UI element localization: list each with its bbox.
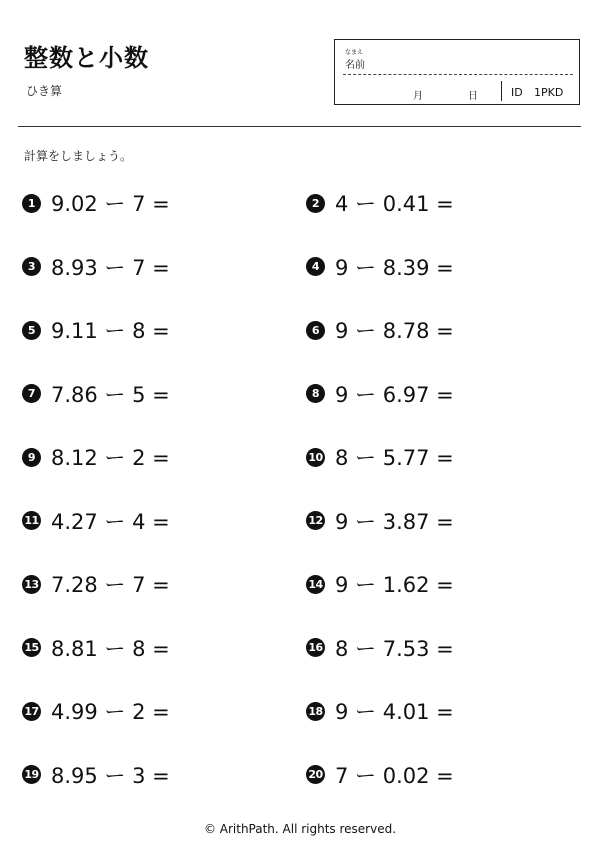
problem-expression: 9 ー 1.62 = (335, 573, 454, 597)
name-dotted-line (343, 74, 573, 75)
problem-item (306, 569, 454, 599)
problem-item (22, 188, 170, 218)
problem-item (306, 379, 454, 409)
problem-item (22, 252, 170, 282)
problem-item (22, 315, 170, 345)
problem-expression: 9 ー 6.97 = (335, 382, 454, 407)
problem-item (306, 315, 454, 345)
problem-item (306, 506, 454, 536)
problem-expression: 8.81 ー 8 = (51, 636, 170, 661)
problem-expression: 8.93 ー 7 = (51, 255, 170, 280)
name-box (334, 39, 580, 105)
problem-item (306, 633, 454, 663)
problem-number-badge: 12 (306, 511, 325, 530)
problem-expression: 8 ー 7.53 = (335, 636, 454, 661)
problem-item (22, 379, 170, 409)
id-value: 1PKD (534, 86, 564, 99)
problem-expression: 9 ー 8.78 = (335, 319, 454, 343)
problem-number-badge: 16 (306, 638, 325, 657)
problem-number-badge: 14 (306, 575, 325, 594)
problem-item (306, 442, 454, 472)
problem-expression: 9.02 ー 7 = (51, 192, 170, 216)
header-divider (18, 126, 581, 127)
problem-number-badge: 4 (306, 257, 325, 276)
problem-item (22, 569, 170, 599)
footer-copyright: © ArithPath. All rights reserved. (203, 822, 397, 836)
problem-number-badge: 19 (22, 765, 41, 784)
day-label: 日 (468, 91, 478, 102)
problem-item (22, 633, 170, 663)
problem-expression: 7 ー 0.02 = (335, 763, 454, 788)
problem-expression: 7.28 ー 7 = (51, 573, 170, 597)
problem-number-badge: 1 (22, 194, 41, 213)
problem-number-badge: 11 (22, 511, 41, 530)
problem-expression: 9 ー 4.01 = (335, 700, 454, 724)
problem-item (306, 188, 454, 218)
problem-expression: 4.99 ー 2 = (51, 700, 170, 724)
problem-expression: 9.11 ー 8 = (51, 319, 170, 343)
problem-number-badge: 17 (22, 702, 41, 721)
problem-expression: 8.95 ー 3 = (51, 763, 170, 788)
problem-item (306, 696, 454, 726)
name-label: 名前 (345, 60, 365, 71)
name-ruby: なまえ (345, 49, 364, 56)
problem-number-badge: 18 (306, 702, 325, 721)
instruction-text: 計算をしましょう。 (24, 149, 133, 163)
problem-number-badge: 8 (306, 384, 325, 403)
problem-expression: 8.12 ー 2 = (51, 446, 170, 470)
problem-number-badge: 2 (306, 194, 325, 213)
problem-number-badge: 20 (306, 765, 325, 784)
problem-expression: 8 ー 5.77 = (335, 446, 454, 470)
id-separator (501, 81, 502, 101)
problem-expression: 4.27 ー 4 = (51, 509, 170, 534)
problem-item (306, 252, 454, 282)
problem-number-badge: 3 (22, 257, 41, 276)
problem-number-badge: 5 (22, 321, 41, 340)
problem-number-badge: 7 (22, 384, 41, 403)
problem-item (306, 760, 454, 790)
problem-expression: 9 ー 3.87 = (335, 509, 454, 534)
worksheet-title: 整数と小数 (24, 44, 149, 72)
problem-expression: 4 ー 0.41 = (335, 192, 454, 216)
problem-number-badge: 15 (22, 638, 41, 657)
problem-number-badge: 6 (306, 321, 325, 340)
id-label: ID (511, 86, 523, 99)
problem-item (22, 442, 170, 472)
worksheet-subtitle: ひき算 (26, 84, 63, 98)
problem-number-badge: 13 (22, 575, 41, 594)
problem-expression: 7.86 ー 5 = (51, 382, 170, 407)
problem-number-badge: 10 (306, 448, 325, 467)
problem-item (22, 506, 170, 536)
problem-expression: 9 ー 8.39 = (335, 255, 454, 280)
problem-item (22, 696, 170, 726)
problem-number-badge: 9 (22, 448, 41, 467)
month-label: 月 (413, 91, 423, 102)
problem-item (22, 760, 170, 790)
